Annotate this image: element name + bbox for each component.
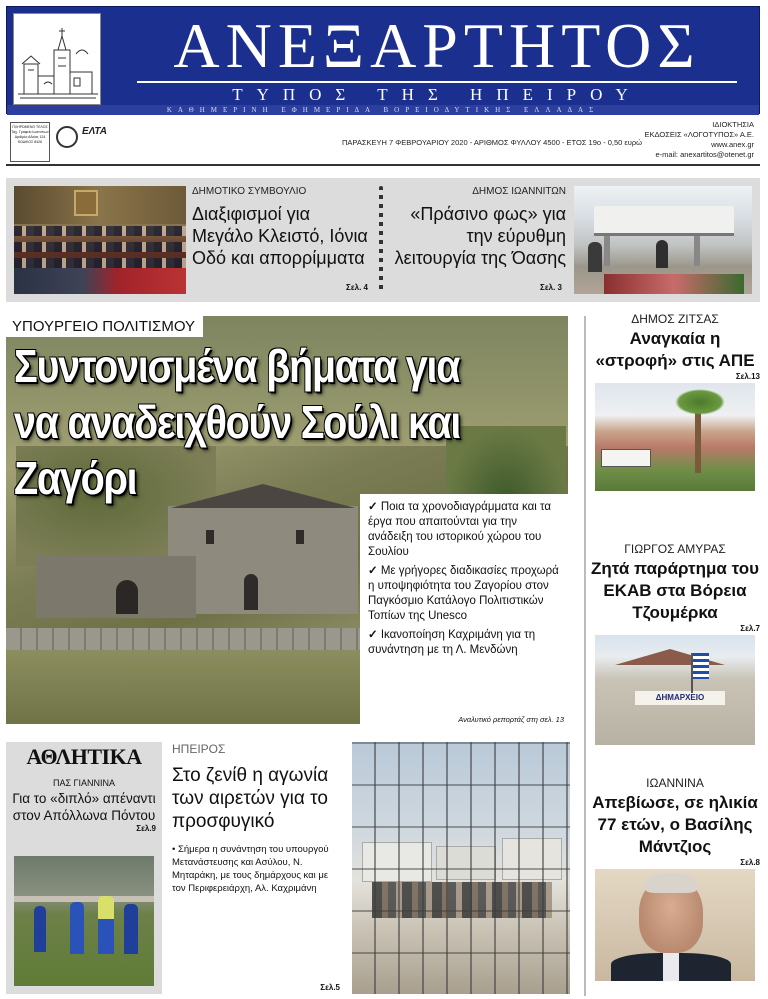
main-bullet-1-text: Ποια τα χρονοδιαγράμματα και τα έργα που απαιτούνται για την ανάδειξη του ιστορικού χώρου του Σουλίου [368,501,551,558]
story-ekab-page: Σελ.7 [740,624,760,633]
refugee-story-label: ΗΠΕΙΡΟΣ [172,742,226,756]
elta-logo: ΕΛΤΑ [82,126,108,137]
refugee-story-text: • Σήμερα η συνάντηση του υπουργού Μετανάστευσης και Ασύλου, Ν. Μηταράκη, με τους δημάρχους και με τον Περιφερειάρχη, Αλ. Καχριμάνη [172,844,329,894]
story-ekab-label: ΓΙΩΡΓΟΣ ΑΜΥΡΑΣ [624,542,726,556]
column-divider [584,316,586,996]
check-icon: ✓ [368,629,378,641]
masthead-rule [137,81,737,83]
main-bullets [360,494,570,726]
story-council-label: ΔΗΜΟΤΙΚΟ ΣΥΜΒΟΥΛΙΟ [192,186,307,197]
athletics-box [6,742,162,994]
owner-label: ΙΔΙΟΚΤΗΣΙΑ [712,120,754,129]
postal-stamp-icon [56,126,78,148]
zitsa-photo [595,383,755,491]
ownership-info [645,120,754,160]
dotted-divider [379,186,383,294]
story-mantzios-page: Σελ.8 [740,858,760,867]
story-oasis-page: Σελ. 3 [540,283,562,292]
council-meeting-photo [14,186,186,294]
town-hall-sign: ΔΗΜΑΡΧΕΙΟ [635,691,725,705]
story-mantzios-headline[interactable]: Απεβίωσε, σε ηλικία 77 ετών, ο Βασίλης Μάντζιος [592,793,758,856]
story-council[interactable] [192,186,372,294]
masthead-band: ΚΑΘΗΜΕΡΙΝΗ ΕΦΗΜΕΡΙΔΑ ΒΟΡΕΙΟΔΥΤΙΚΗΣ ΕΛΛΑΔΑΣ [7,105,759,115]
main-bullet-3 [368,628,564,658]
story-zitsa-headline[interactable]: Αναγκαία η «στροφή» στις ΑΠΕ [595,329,755,370]
athletics-label: ΠΑΣ ΓΙΑΝΝΙΝΑ [52,778,116,788]
town-hall-photo [595,635,755,745]
fence-overlay [352,742,570,994]
masthead-subtitle: ΤΥΠΟΣ ΤΗΣ ΗΠΕΙΡΟΥ [232,85,642,104]
athletics-page: Σελ.9 [136,824,156,833]
main-bullet-1 [368,500,564,560]
football-training-photo [14,856,154,986]
owner-publisher: ΕΚΔΟΣΕΙΣ «ΛΟΓΟΤΥΠΟΣ» Α.Ε. [644,130,754,139]
story-ekab[interactable] [590,542,760,745]
postage-paid-box: ΠΛΗΡΩΜΕΝΟ ΤΕΛΟΣ Ταχ. Γραφείο Ιωαννίνων Αριθμός Αδείας 124 ΚΩΔΙΚΟΣ 8426 [10,122,50,162]
story-council-page: Σελ. 4 [346,283,368,292]
church-sketch-icon [14,14,101,105]
refugee-camp-photo [352,742,570,994]
main-bullet-3-text: Ικανοποίηση Καχριμάνη για τη συνάντηση με τη Λ. Μενδώνη [368,629,536,656]
info-bar [6,120,760,166]
story-ekab-headline[interactable]: Ζητά παράρτημα του ΕΚΑΒ στα Βόρεια Τζουμέρκα [591,559,759,622]
story-zitsa[interactable] [590,312,760,491]
issue-line: ΠΑΡΑΣΚΕΥΗ 7 ΦΕΒΡΟΥΑΡΙΟΥ 2020 - ΑΡΙΘΜΟΣ ΦΥΛΛΟΥ 4500 - ΕΤΟΣ 19ο - 0,50 ευρώ [342,138,642,147]
athletics-title: ΑΘΛΗΤΙΚΑ [26,744,142,769]
main-kicker: ΥΠΟΥΡΓΕΙΟ ΠΟΛΙΤΙΣΜΟΥ [6,316,203,337]
main-page-ref: Αναλυτικό ρεπορτάζ στη σελ. 13 [458,715,564,724]
refugee-story[interactable] [172,742,344,994]
story-mantzios-label: ΙΩΑΝΝΙΝΑ [646,776,704,790]
story-mantzios[interactable] [590,776,760,981]
top-strip [6,178,760,302]
check-icon: ✓ [368,501,378,513]
story-oasis-headline[interactable]: «Πράσινο φως» για την εύρυθμη λειτουργία της Όασης [394,204,566,268]
athletics-headline[interactable]: Για το «διπλό» απέναντι στον Απόλλωνα Πόντου [12,791,156,823]
story-council-headline[interactable]: Διαξιφισμοί για Μεγάλο Κλειστό, Ιόνια Οδό και απορρίμματα [192,204,368,268]
story-zitsa-label: ΔΗΜΟΣ ΖΙΤΣΑΣ [631,312,719,326]
masthead-logo [13,13,101,105]
website-link[interactable]: www.anex.gr [711,140,754,149]
oasis-photo [574,186,752,294]
portrait-photo [595,869,755,981]
refugee-story-page: Σελ.5 [320,983,340,992]
masthead-title: ΑΝΕΞΑΡΤΗΤΟΣ [173,10,701,81]
story-oasis[interactable] [384,186,566,294]
main-headline[interactable]: Συντονισμένα βήματα για να αναδειχθούν Σούλι και Ζαγόρι [14,340,461,504]
check-icon: ✓ [368,565,378,577]
main-bullet-2 [368,564,564,624]
story-oasis-label: ΔΗΜΟΣ ΙΩΑΝΝΙΤΩΝ [472,186,566,197]
story-zitsa-page: Σελ.13 [735,372,760,381]
main-bullet-2-text: Με γρήγορες διαδικασίες προχωρά η υποψηφιότητα του Ζαγορίου στον Παγκόσμιο Κατάλογο Πολιτιστικών Τοπίων της Unesco [368,565,559,622]
email-link[interactable]: e-mail: anexartitos@otenet.gr [655,150,754,159]
refugee-story-headline[interactable]: Στο ζενίθ η αγωνία των αιρετών για το προσφυγικό [172,765,329,832]
masthead [6,6,760,114]
